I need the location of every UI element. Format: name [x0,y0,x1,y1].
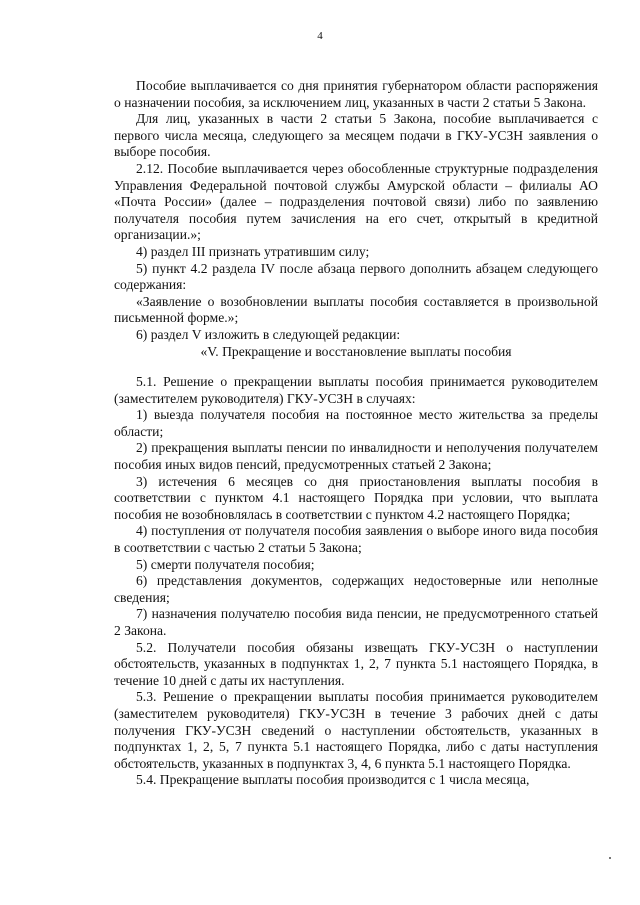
document-body [114,78,598,789]
list-item-5-1-3: 3) истечения 6 месяцев со дня приостановления выплаты пособия в соответствии с пунктом 4.1 настоящего Порядка при условии, что выплата пособия не возобновлялась в соответствии с пунктом 4.2 настоящего Порядка; [114,473,598,522]
section-heading: «V. Прекращение и восстановление выплаты пособия [200,343,512,359]
paragraph-amendment-4: 4) раздел III признать утратившим силу; [136,243,370,259]
paragraph-5-3: 5.3. Решение о прекращении выплаты пособия принимается руководителем (заместителем руководителя) ГКУ-УСЗН в течение 3 рабочих дней с даты получения ГКУ-УСЗН сведений о наступлении обстоятельств, указанных в подпунктах 1, 2, 5, 7 пункта 5.1 настоящего Порядка, либо с даты наступления обстоятельств, указанных в подпунктах 3, 4, 6 пункта 5.1 настоящего Порядка. [114,689,598,771]
page-number: 4 [317,30,323,42]
paragraph-part2-persons: Для лиц, указанных в части 2 статьи 5 Закона, пособие выплачивается с первого числа месяца, следующего за месяцем подачи в ГКУ-УСЗН заявления о выборе пособия. [114,111,598,160]
list-item-5-1-4: 4) поступления от получателя пособия заявления о выборе иного вида пособия в соответствии с частью 2 статьи 5 Закона; [114,523,598,556]
list-item-5-1-5: 5) смерти получателя пособия; [136,556,315,572]
paragraph-benefit-payment-start: Пособие выплачивается со дня принятия губернатором области распоряжения о назначении пособия, за исключением лиц, указанных в части 2 статьи 5 Закона. [114,78,598,110]
list-item-5-1-1: 1) выезда получателя пособия на постоянное место жительства за пределы области; [114,407,598,439]
paragraph-5-2: 5.2. Получатели пособия обязаны извещать ГКУ-УСЗН о наступлении обстоятельств, указанных в подпунктах 1, 2, 7 пункта 5.1 настоящего Порядка, в течение 10 дней с даты их наступления. [114,639,598,688]
paragraph-5-1: 5.1. Решение о прекращении выплаты пособия принимается руководителем (заместителем руководителя) ГКУ-УСЗН в случаях: [114,374,598,406]
list-item-5-1-2: 2) прекращения выплаты пенсии по инвалидности и неполучения получателем пособия иных видов пенсий, предусмотренных статьей 2 Закона; [114,440,598,473]
paragraph-resumption-statement: «Заявление о возобновлении выплаты пособия составляется в произвольной письменной форме.»; [114,293,598,326]
paragraph-amendment-5: 5) пункт 4.2 раздела IV после абзаца первого дополнить абзацем следующего содержания: [114,260,598,293]
paragraph-amendment-6: 6) раздел V изложить в следующей редакции: [136,326,401,342]
paragraph-2-12: 2.12. Пособие выплачивается через обособленные структурные подразделения Управления Федеральной почтовой службы Амурской области – филиалы АО «Почта России» (далее – подразделения почтовой связи) либо по заявлению получателя пособия путем зачисления на его счет, открытый в кредитной организации.»; [114,160,598,243]
paragraph-5-4: 5.4. Прекращение выплаты пособия производится с 1 числа месяца, [136,772,530,788]
list-item-5-1-7: 7) назначения получателю пособия вида пенсии, не предусмотренного статьей 2 Закона. [114,606,598,638]
list-item-5-1-6: 6) представления документов, содержащих недостоверные или неполные сведения; [114,573,598,605]
scan-speck [609,857,611,859]
